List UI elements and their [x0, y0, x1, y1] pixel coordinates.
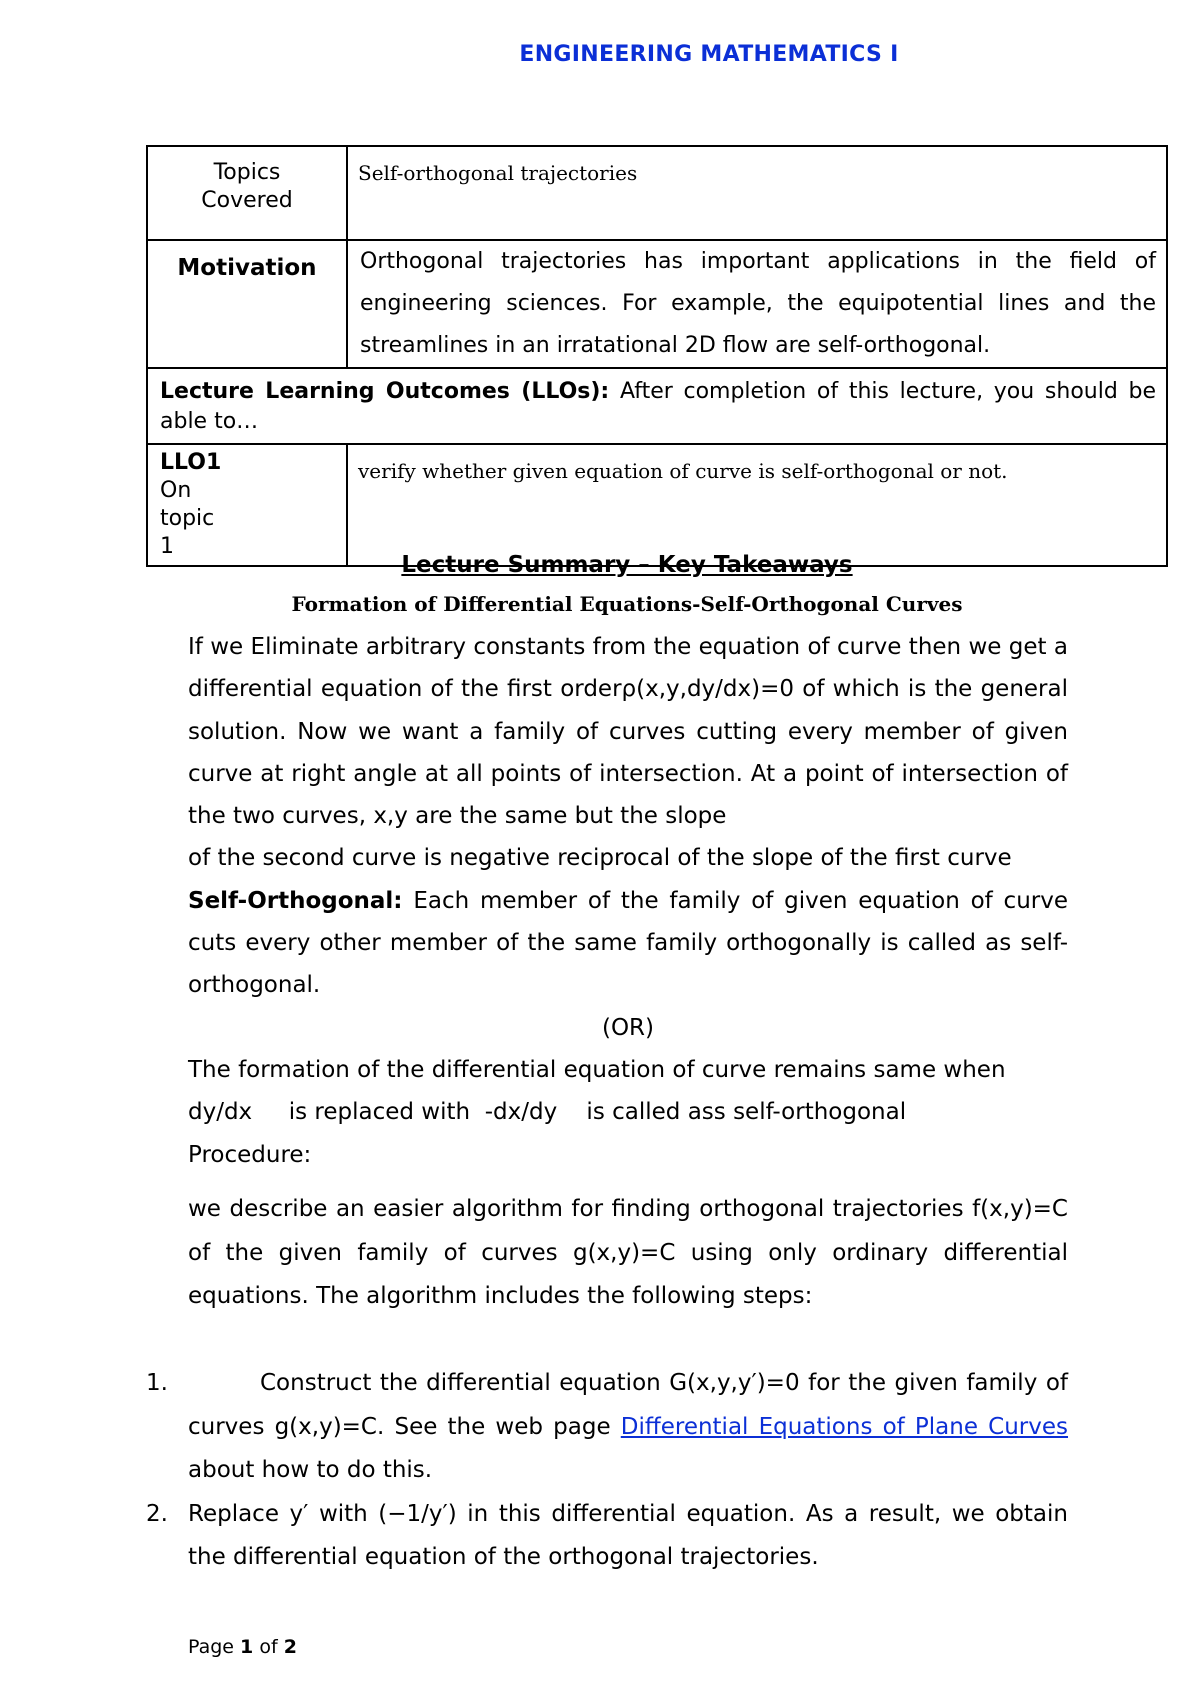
- topics-label-line-1: Topics: [213, 160, 281, 185]
- motivation-row: [147, 240, 1167, 368]
- self-orthogonal-label: Self-Orthogonal:: [188, 887, 403, 914]
- summary-subtitle: Formation of Differential Equations-Self-Orthogonal Curves: [291, 592, 963, 616]
- step-2: [146, 1493, 1068, 1580]
- footer-page-total: 2: [283, 1636, 297, 1658]
- footer-page-number: 1: [240, 1636, 254, 1658]
- llo-heading-cell: [147, 368, 1167, 444]
- page-footer: [188, 1636, 297, 1658]
- step-1-number: 1.: [146, 1370, 168, 1396]
- intro-paragraph-last-line: of the second curve is negative reciprocal of the slope of the first curve: [188, 845, 1012, 872]
- topics-value: Self-orthogonal trajectories: [347, 146, 1167, 240]
- step-2-number: 2.: [146, 1500, 168, 1527]
- llo1-value: verify whether given equation of curve is self-orthogonal or not.: [347, 444, 1167, 566]
- step-1-after: about how to do this.: [188, 1457, 433, 1483]
- topics-label-cell: [147, 146, 347, 240]
- topics-row: [147, 146, 1167, 240]
- intro-paragraph: If we Eliminate arbitrary constants from the equation of curve then we get a differential equation of the first orderρ(x,y,dy/dx)=0 of which is the general solution. Now we want a family of curves cutting every member of given curve at right angle at all points of intersection. At a point of intersection of the two curves, x,y are the same but the slope: [188, 634, 1068, 830]
- lecture-info-table: [146, 145, 1168, 567]
- footer-page-word: Page: [188, 1636, 241, 1658]
- alt-definition-line-2: dy/dx is replaced with -dx/dy is called ass self-orthogonal: [188, 1099, 907, 1126]
- self-orthogonal-text: Each member of the family of given equation of curve cuts every other member of the same family orthogonally is called as self-orthogonal.: [188, 887, 1068, 999]
- llo1-sub-3: 1: [160, 534, 174, 559]
- plane-curves-link[interactable]: Differential Equations of Plane Curves: [620, 1413, 1069, 1440]
- step-1-text: Construct the differential equation G(x,y,y′)=0 for the given family of curves g(x,y)=C. See the web page: [188, 1370, 1068, 1440]
- topics-label-line-2: Covered: [201, 188, 293, 213]
- llo-text: After completion of this lecture, you should be able to…: [160, 379, 1157, 434]
- summary-body: [188, 626, 1068, 1176]
- procedure-label: Procedure:: [188, 1141, 312, 1168]
- llo1-sub-1: On: [160, 478, 192, 503]
- motivation-text: Orthogonal trajectories has important applications in the field of engineering sciences. For example, the equipotential lines and the streamlines in an irratational 2D flow are self-orthogonal.: [347, 240, 1167, 368]
- algorithm-paragraph: we describe an easier algorithm for finding orthogonal trajectories f(x,y)=C of the given family of curves g(x,y)=C using only ordinary differential equations. The algorithm includes the following steps:: [188, 1196, 1068, 1309]
- motivation-label: Motivation: [147, 240, 347, 368]
- llo1-sub-2: topic: [160, 506, 215, 531]
- document-header-title: ENGINEERING MATHEMATICS I: [519, 42, 899, 67]
- alt-definition-line-1: The formation of the differential equation of curve remains same when: [188, 1056, 1006, 1083]
- summary-title: Lecture Summary – Key Takeaways: [401, 552, 853, 578]
- llo-heading-row: [147, 368, 1167, 444]
- footer-of-word: of: [253, 1636, 284, 1658]
- llo-heading: Lecture Learning Outcomes (LLOs):: [160, 379, 610, 404]
- steps-list: [146, 1362, 1068, 1580]
- llo1-row: [147, 444, 1167, 566]
- llo1-label: LLO1: [160, 450, 222, 475]
- self-orthogonal-definition: [188, 880, 1068, 1007]
- or-separator: (OR): [601, 1014, 655, 1041]
- step-2-text: Replace y′ with (−1/y′) in this differential equation. As a result, we obtain the differential equation of the orthogonal trajectories.: [188, 1500, 1068, 1570]
- llo1-label-cell: [147, 444, 347, 566]
- step-1: [146, 1362, 1068, 1493]
